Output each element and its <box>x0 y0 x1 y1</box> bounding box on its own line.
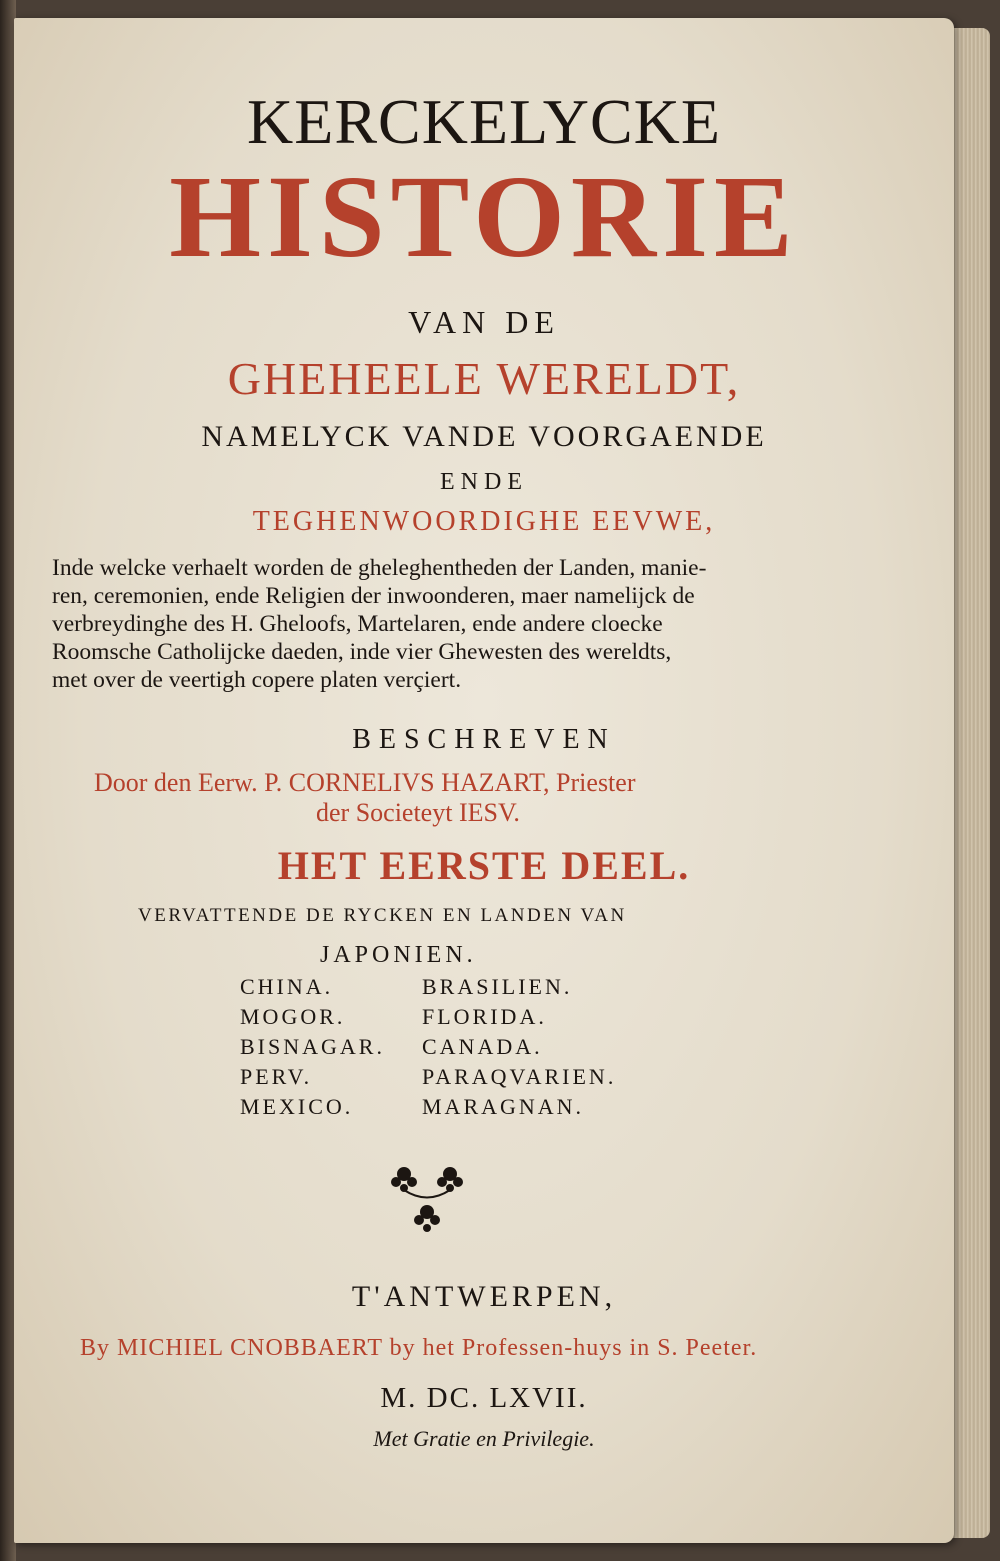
region-right: CANADA. <box>422 1034 543 1059</box>
imprint-year: M. DC. LXVII. <box>380 1382 588 1414</box>
region-left: CHINA. <box>240 974 334 999</box>
imprint-place: T'ANTWERPEN, <box>351 1280 617 1313</box>
imprint-privilege: Met Gratie en Privilegie. <box>373 1426 595 1451</box>
description-line: ren, ceremonien, ende Religien der inwoonderen, maer namelijck de <box>52 583 695 609</box>
author-line: Door den Eerw. P. CORNELIVS HAZART, Priester <box>94 768 636 797</box>
title-line-van-de: VAN DE <box>408 304 560 340</box>
beschreven-heading: BESCHREVEN <box>352 724 616 755</box>
description-paragraph <box>52 554 812 694</box>
printer-ornament-icon <box>382 1160 472 1240</box>
description-line: Roomsche Catholijcke daeden, inde vier Ghewesten des wereldts, <box>52 639 672 665</box>
region-left: MOGOR. <box>240 1004 346 1029</box>
region-japonien: JAPONIEN. <box>320 942 477 968</box>
title-line-ende: ENDE <box>440 469 528 495</box>
region-left: MEXICO. <box>240 1094 354 1119</box>
region-left: PERV. <box>240 1064 313 1089</box>
title-line-namelyck: NAMELYCK VANDE VOORGAENDE <box>201 420 767 453</box>
imprint-printer: By MICHIEL CNOBBAERT by het Professen-huys in S. Peeter. <box>80 1335 758 1361</box>
title-line-kerckelycke: KERCKELYCKE <box>247 86 721 157</box>
region-right: BRASILIEN. <box>422 974 573 999</box>
part-heading: HET EERSTE DEEL. <box>277 843 691 888</box>
region-right: PARAQVARIEN. <box>422 1064 617 1089</box>
description-line: verbreydinghe des H. Gheloofs, Martelaren, ende andere cloecke <box>52 611 663 637</box>
author-society-line: der Societeyt IESV. <box>316 798 520 827</box>
title-line-gheheele-wereldt: GHEHEELE WERELDT, <box>227 353 741 404</box>
title-line-teghenwoordighe: TEGHENWOORDIGHE EEVWE, <box>252 506 716 537</box>
title-line-historie: HISTORIE <box>169 151 799 282</box>
contents-intro: VERVATTENDE DE RYCKEN EN LANDEN VAN <box>138 905 627 926</box>
region-right: FLORIDA. <box>422 1004 547 1029</box>
title-page <box>14 18 954 1543</box>
region-right: MARAGNAN. <box>422 1094 585 1119</box>
description-line: Inde welcke verhaelt worden de gheleghentheden der Landen, manie- <box>52 555 707 581</box>
region-left: BISNAGAR. <box>240 1034 385 1059</box>
description-line: met over de veertigh copere platen verçiert. <box>52 667 462 693</box>
